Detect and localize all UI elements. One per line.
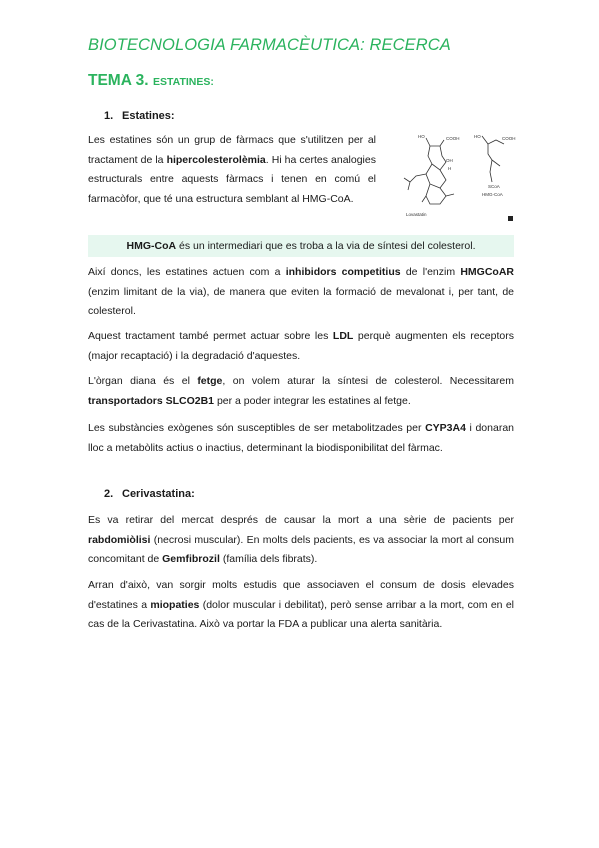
- text: Les estatines són un grup de fàrmacs que s'utilitzen per al tractament de la: [88, 134, 376, 166]
- paragraph-myopathies: [88, 576, 514, 635]
- section-1-heading: [104, 110, 175, 122]
- paragraph-target-organ: [88, 372, 514, 411]
- text: . Hi ha certes analogies estructurals entre aquests fàrmacs i tenen en comú el farmacòfor, que té una estructura semblant al HMG-CoA.: [88, 153, 376, 205]
- lovastatin-hmgcoa-structure: [396, 130, 518, 226]
- paragraph-metabolism: [88, 419, 514, 458]
- bold-term: Gemfibrozil: [162, 553, 220, 566]
- text: Així doncs, les estatines actuen com a: [88, 266, 286, 278]
- topic-title: [88, 72, 214, 90]
- atom-label: OH: [446, 158, 453, 163]
- text: (necrosi muscular). En molts dels pacients, es va associar la mort al consum concomitant de: [88, 533, 514, 566]
- bold-term: transportadors SLCO2B1: [88, 394, 215, 407]
- bold-term: inhibidors competitius: [285, 266, 401, 278]
- text: Es va retirar del mercat després de causar la mort a una sèrie de pacients per: [88, 514, 514, 526]
- atom-label: COOH: [446, 136, 460, 141]
- bold-term: HMG-CoA: [126, 240, 177, 252]
- structure-label-lovastatin: Lovastatin: [406, 212, 427, 217]
- text: Arran d'això, van sorgir molts estudis que associaven el consum de dosis elevades d'estatines a: [88, 579, 514, 611]
- text: i donaran lloc a metabòlits actius o inactius, determinant la biodisponibilitat del fàrmac.: [88, 422, 514, 454]
- section-number: 2.: [104, 488, 114, 500]
- atom-label: SCoA: [488, 184, 500, 189]
- text: Aquest tractament també permet actuar sobre les: [88, 330, 333, 342]
- page-header: BIOTECNOLOGIA FARMACÈUTICA: RECERCA: [88, 36, 451, 54]
- section-2-heading: [104, 488, 195, 500]
- atom-label: HO: [474, 134, 481, 139]
- text: (enzim limitant de la via), de manera que eviten la formació de mevalonat i, per tant, de colesterol.: [88, 285, 514, 318]
- bold-term: fetge: [197, 375, 223, 387]
- bold-term: hipercolesterolèmia: [166, 153, 266, 166]
- highlight-callout: [88, 235, 514, 257]
- paragraph-withdrawal: [88, 511, 514, 570]
- bold-term: CYP3A4: [425, 422, 466, 434]
- paragraph-intro: [88, 131, 376, 209]
- figure-marker: [508, 216, 513, 221]
- chemical-structures-figure: [396, 130, 518, 226]
- paragraph-ldl: [88, 327, 514, 366]
- topic-prefix: TEMA 3.: [88, 72, 149, 89]
- text: , on volem aturar la síntesi de colesterol. Necessitarem: [222, 375, 514, 387]
- paragraph-inhibitors: [88, 263, 514, 322]
- section-title: Estatines:: [122, 110, 175, 122]
- text: és un intermediari que es troba a la via de síntesi del colesterol.: [176, 240, 476, 252]
- topic-name: ESTATINES:: [153, 76, 214, 88]
- bold-term: HMGCoAR: [460, 266, 514, 278]
- text: (família dels fibrats).: [219, 553, 318, 566]
- bold-term: rabdomiòlisi: [88, 533, 151, 546]
- structure-label-hmgcoa: HMG-CoA: [482, 192, 503, 197]
- section-title: Cerivastatina:: [122, 488, 195, 500]
- atom-label: HO: [418, 134, 425, 139]
- text: L'òrgan diana és el: [88, 375, 198, 387]
- atom-label: COOH: [502, 136, 516, 141]
- text: (dolor muscular i debilitat), però sense arribar a la mort, com en el cas de la Cerivastatina. Això va portar la FDA a publicar una alerta sanitària.: [88, 598, 515, 631]
- text: perquè augmenten els receptors (major recaptació) i la degradació d'aquestes.: [88, 330, 514, 362]
- bold-term: miopaties: [150, 598, 200, 611]
- bold-term: LDL: [332, 330, 354, 342]
- text: de l'enzim: [400, 266, 461, 278]
- section-number: 1.: [104, 110, 114, 122]
- atom-label: H: [448, 166, 452, 171]
- text: Les substàncies exògenes són susceptibles de ser metabolitzades per: [88, 422, 426, 434]
- text: per a poder integrar les estatines al fetge.: [214, 394, 411, 407]
